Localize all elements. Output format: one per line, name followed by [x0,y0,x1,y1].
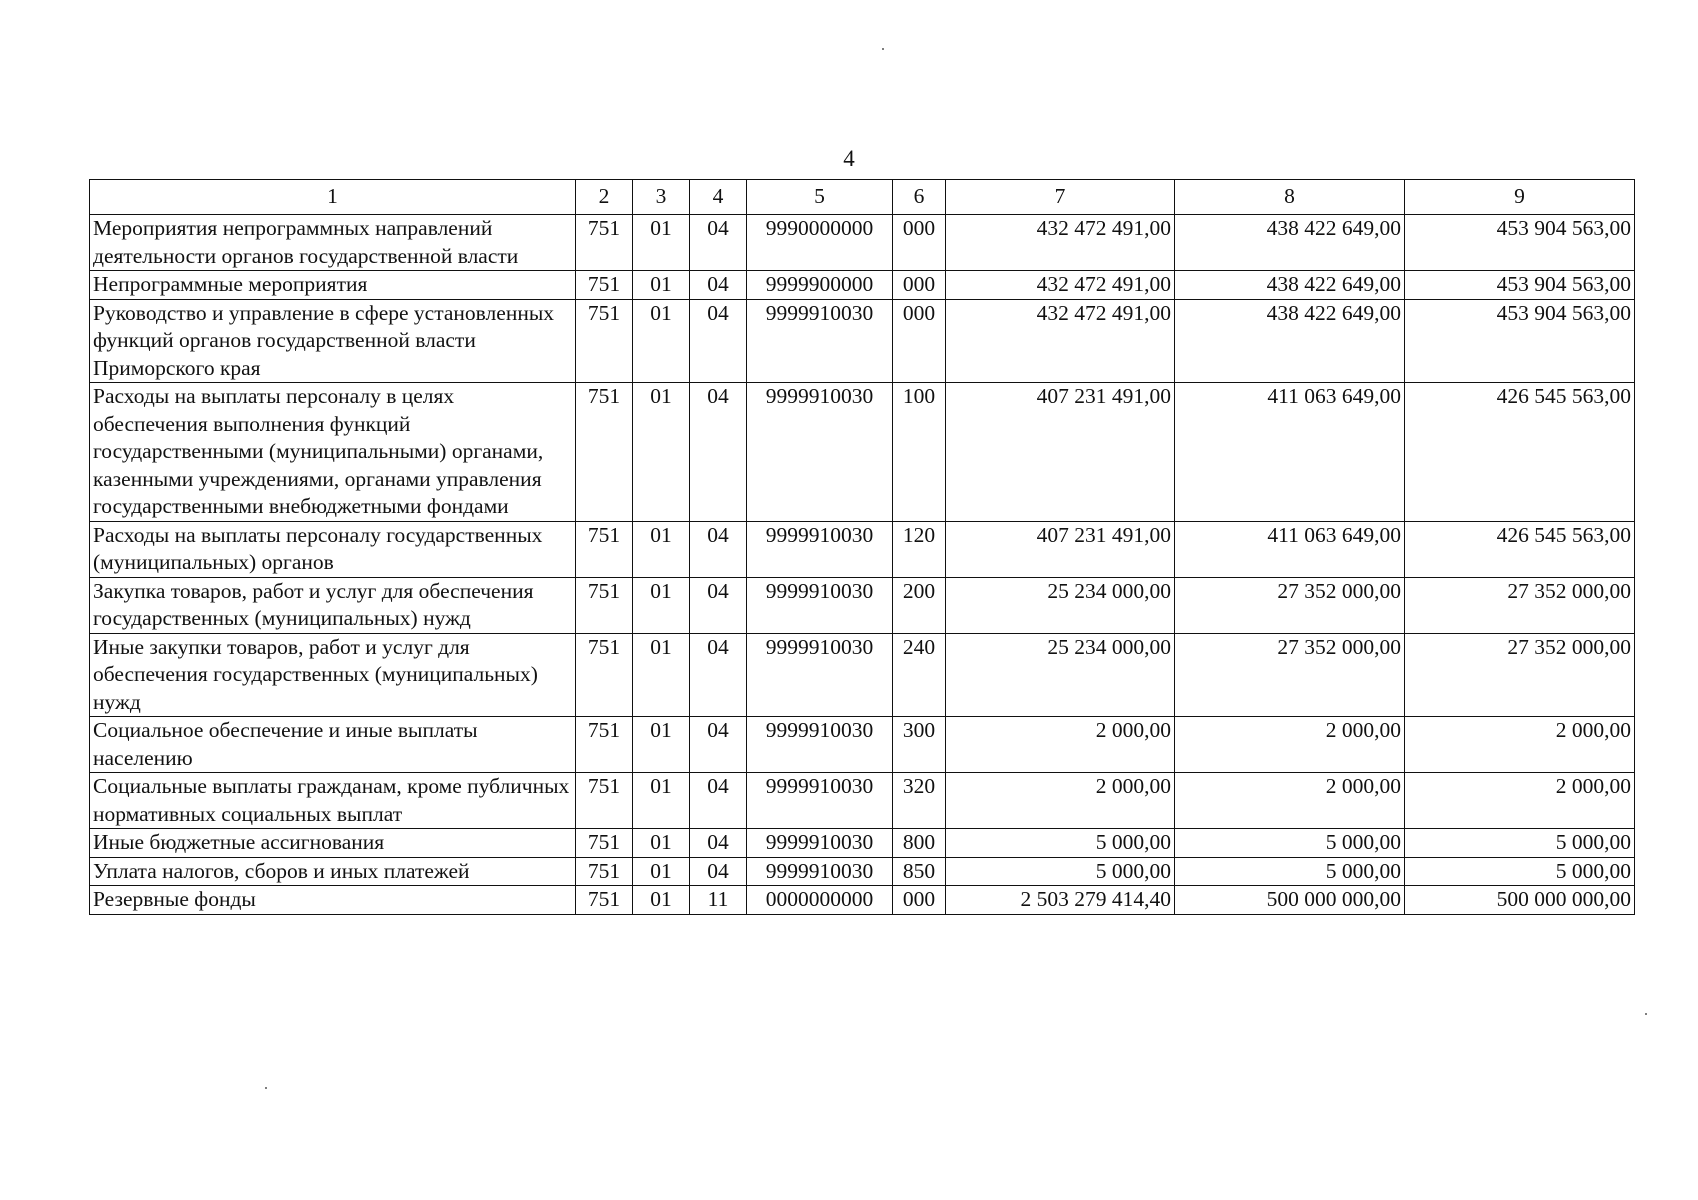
table-row [90,271,1635,300]
row-name: Иные закупки товаров, работ и услуг для обеспечения государственных (муниципальных) нужд [90,633,576,717]
row-name: Непрограммные мероприятия [90,271,576,300]
row-podrazd: 04 [690,383,747,522]
row-amount-y3: 5 000,00 [1405,857,1635,886]
row-name: Руководство и управление в сфере установленных функций органов государственной власти Приморского края [90,299,576,383]
scan-speck [265,1087,267,1089]
row-razd: 01 [633,886,690,915]
row-ved: 751 [576,299,633,383]
row-ved: 751 [576,271,633,300]
row-razd: 01 [633,633,690,717]
header-cell: 4 [690,180,747,215]
row-amount-y3: 453 904 563,00 [1405,271,1635,300]
table-row [90,383,1635,522]
row-vr: 800 [893,829,946,858]
row-amount-y3: 453 904 563,00 [1405,299,1635,383]
row-name: Расходы на выплаты персоналу в целях обеспечения выполнения функций государственными (муниципальными) органами, казенными учреждениями, органами управления государственными внебюджетными фондами [90,383,576,522]
row-podrazd: 04 [690,271,747,300]
row-amount-y1: 2 000,00 [946,773,1175,829]
table-row [90,829,1635,858]
row-amount-y2: 438 422 649,00 [1175,271,1405,300]
row-podrazd: 04 [690,857,747,886]
row-razd: 01 [633,215,690,271]
row-vr: 000 [893,886,946,915]
table-row [90,633,1635,717]
row-razd: 01 [633,577,690,633]
table-row [90,577,1635,633]
row-ved: 751 [576,773,633,829]
table-row [90,773,1635,829]
row-amount-y3: 27 352 000,00 [1405,633,1635,717]
row-razd: 01 [633,521,690,577]
row-amount-y3: 500 000 000,00 [1405,886,1635,915]
row-amount-y1: 25 234 000,00 [946,633,1175,717]
row-podrazd: 04 [690,717,747,773]
row-amount-y3: 426 545 563,00 [1405,521,1635,577]
budget-table [89,179,1635,915]
row-ved: 751 [576,383,633,522]
row-ved: 751 [576,215,633,271]
row-vr: 240 [893,633,946,717]
scan-speck [882,48,884,50]
scan-speck [1645,1013,1647,1015]
row-amount-y3: 2 000,00 [1405,773,1635,829]
header-cell: 6 [893,180,946,215]
row-amount-y1: 407 231 491,00 [946,521,1175,577]
row-ved: 751 [576,857,633,886]
row-csr: 0000000000 [747,886,893,915]
row-amount-y1: 432 472 491,00 [946,215,1175,271]
row-amount-y1: 432 472 491,00 [946,271,1175,300]
row-csr: 9999910030 [747,521,893,577]
row-name: Закупка товаров, работ и услуг для обеспечения государственных (муниципальных) нужд [90,577,576,633]
row-vr: 320 [893,773,946,829]
row-csr: 9999910030 [747,633,893,717]
row-ved: 751 [576,577,633,633]
row-razd: 01 [633,717,690,773]
row-podrazd: 04 [690,521,747,577]
row-csr: 9999910030 [747,857,893,886]
header-cell: 3 [633,180,690,215]
table-row [90,521,1635,577]
row-name: Социальные выплаты гражданам, кроме публичных нормативных социальных выплат [90,773,576,829]
row-csr: 9999910030 [747,773,893,829]
row-podrazd: 04 [690,215,747,271]
row-name: Уплата налогов, сборов и иных платежей [90,857,576,886]
row-name: Резервные фонды [90,886,576,915]
header-cell: 5 [747,180,893,215]
row-razd: 01 [633,299,690,383]
row-amount-y2: 2 000,00 [1175,717,1405,773]
row-podrazd: 11 [690,886,747,915]
header-cell: 8 [1175,180,1405,215]
row-razd: 01 [633,271,690,300]
row-vr: 850 [893,857,946,886]
row-razd: 01 [633,857,690,886]
row-amount-y2: 438 422 649,00 [1175,299,1405,383]
row-amount-y1: 2 503 279 414,40 [946,886,1175,915]
header-cell: 9 [1405,180,1635,215]
row-amount-y1: 25 234 000,00 [946,577,1175,633]
row-podrazd: 04 [690,633,747,717]
row-name: Иные бюджетные ассигнования [90,829,576,858]
row-ved: 751 [576,829,633,858]
header-cell: 2 [576,180,633,215]
row-csr: 9990000000 [747,215,893,271]
row-vr: 200 [893,577,946,633]
row-name: Социальное обеспечение и иные выплаты населению [90,717,576,773]
table-row [90,857,1635,886]
row-vr: 120 [893,521,946,577]
table-row [90,215,1635,271]
row-amount-y2: 500 000 000,00 [1175,886,1405,915]
row-amount-y2: 438 422 649,00 [1175,215,1405,271]
page-number: 4 [843,146,855,171]
row-podrazd: 04 [690,577,747,633]
row-amount-y3: 426 545 563,00 [1405,383,1635,522]
row-amount-y2: 5 000,00 [1175,857,1405,886]
row-amount-y1: 407 231 491,00 [946,383,1175,522]
row-name: Мероприятия непрограммных направлений деятельности органов государственной власти [90,215,576,271]
row-podrazd: 04 [690,299,747,383]
row-amount-y1: 5 000,00 [946,857,1175,886]
row-name: Расходы на выплаты персоналу государственных (муниципальных) органов [90,521,576,577]
row-ved: 751 [576,521,633,577]
row-razd: 01 [633,383,690,522]
row-podrazd: 04 [690,829,747,858]
row-vr: 300 [893,717,946,773]
row-csr: 9999910030 [747,829,893,858]
row-amount-y2: 411 063 649,00 [1175,383,1405,522]
row-ved: 751 [576,717,633,773]
row-amount-y1: 2 000,00 [946,717,1175,773]
row-ved: 751 [576,633,633,717]
header-cell: 7 [946,180,1175,215]
row-amount-y2: 2 000,00 [1175,773,1405,829]
row-amount-y2: 27 352 000,00 [1175,633,1405,717]
row-amount-y1: 5 000,00 [946,829,1175,858]
table-row [90,886,1635,915]
row-csr: 9999910030 [747,717,893,773]
table-row [90,717,1635,773]
row-csr: 9999900000 [747,271,893,300]
header-row [90,180,1635,215]
row-vr: 000 [893,215,946,271]
row-csr: 9999910030 [747,299,893,383]
row-amount-y3: 5 000,00 [1405,829,1635,858]
row-razd: 01 [633,773,690,829]
row-amount-y3: 453 904 563,00 [1405,215,1635,271]
table-row [90,299,1635,383]
row-amount-y2: 27 352 000,00 [1175,577,1405,633]
row-csr: 9999910030 [747,383,893,522]
row-amount-y3: 2 000,00 [1405,717,1635,773]
row-amount-y3: 27 352 000,00 [1405,577,1635,633]
row-csr: 9999910030 [747,577,893,633]
row-razd: 01 [633,829,690,858]
row-amount-y2: 5 000,00 [1175,829,1405,858]
row-ved: 751 [576,886,633,915]
row-amount-y2: 411 063 649,00 [1175,521,1405,577]
row-vr: 100 [893,383,946,522]
row-amount-y1: 432 472 491,00 [946,299,1175,383]
row-vr: 000 [893,271,946,300]
row-podrazd: 04 [690,773,747,829]
row-vr: 000 [893,299,946,383]
header-cell: 1 [90,180,576,215]
